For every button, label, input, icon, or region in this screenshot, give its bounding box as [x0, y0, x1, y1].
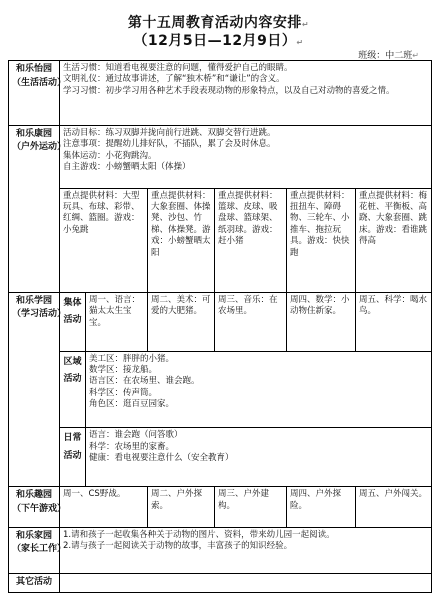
section-title: 其它活动 — [15, 577, 52, 588]
section-learning-label — [9, 292, 67, 486]
date-range — [0, 30, 437, 50]
area-line: 角色区：逛百豆园家。 — [89, 399, 175, 410]
outdoor-content — [60, 125, 432, 188]
section-subtitle: （下午游戏） — [12, 503, 67, 514]
section-subtitle: （学习活动） — [12, 309, 67, 320]
row-learning-daily — [9, 428, 432, 487]
daily-activity-content — [86, 428, 432, 487]
section-title: 和乐趣园 — [15, 490, 52, 501]
paragraph-mark: ↵ — [296, 38, 304, 47]
section-title: 和乐学园 — [15, 295, 52, 306]
class-label: 班级： — [358, 51, 386, 61]
area-line: 数学区：接龙船。 — [89, 364, 158, 375]
daily-activity-label: 日常活动 — [60, 428, 86, 487]
family-line: 1.请和孩子一起收集各种关于动物的图片、资料，带来幼儿园一起阅读。 — [63, 529, 335, 540]
group-activity-wed: 周三、音乐：在农场里。 — [215, 292, 287, 351]
document-title — [0, 12, 437, 32]
daily-line: 健康：看电视要注意什么（安全教育） — [89, 453, 234, 464]
group-activity-thu: 周四、数学：小动物住新家。 — [287, 292, 356, 351]
family-content — [60, 527, 432, 574]
outdoor-materials-mon: 重点提供材料：大型玩具、布球、彩带、红绸、篮圈。游戏：小兔跳 — [60, 188, 148, 292]
schedule-table — [8, 60, 432, 593]
outdoor-materials-thu: 重点提供材料：扭扭车、障碍物、三轮车、小推车、拖拉玩具。游戏：快快跑 — [287, 188, 356, 292]
afternoon-tue: 周二、户外探索。 — [148, 487, 215, 527]
row-afternoon — [9, 487, 432, 527]
life-line: 生活习惯：知道看电视要注意的问题，懂得爱护自己的眼睛。 — [63, 63, 293, 73]
outdoor-line: 自主游戏：小螃蟹晒太阳（体操） — [63, 162, 191, 173]
group-activity-label: 集体活动 — [60, 292, 86, 351]
area-activity-content — [86, 351, 432, 428]
title-text: 第十五周教育活动内容安排 — [127, 15, 302, 31]
life-line: 文明礼仪：通过故事讲述，了解“独木桥”和“谦让”的含义。 — [63, 74, 285, 85]
afternoon-mon: 周一、CS野战。 — [60, 487, 148, 527]
section-subtitle: （户外运动） — [12, 142, 67, 153]
row-learning-area — [9, 351, 432, 428]
life-line: 学习习惯：初步学习用各种艺术手段表现动物的形象特点，以及自己对动物的喜爱之情。 — [63, 85, 395, 96]
afternoon-wed: 周三、户外建构。 — [215, 487, 287, 527]
section-life-label — [9, 61, 67, 126]
group-activity-mon: 周一、语言：猫太太生宝宝。 — [86, 292, 148, 351]
section-title: 和乐怡园 — [15, 64, 52, 74]
family-line: 2.请与孩子一起阅读关于动物的故事，丰富孩子的知识经验。 — [63, 541, 293, 552]
outdoor-line: 活动目标：练习双脚并拢向前行进跳、双脚交替行进跳。 — [63, 127, 276, 138]
row-other — [9, 574, 432, 593]
group-activity-fri: 周五、科学：喝水鸟。 — [356, 292, 432, 351]
paragraph-mark: ↵ — [412, 51, 419, 60]
outdoor-materials-wed: 重点提供材料：篮球、皮球、吸盘球、篮球架、纸羽球。游戏：赶小猪 — [215, 188, 287, 292]
group-activity-tue: 周二、美术：可爱的大肥猪。 — [148, 292, 215, 351]
row-outdoor-top — [9, 125, 432, 188]
section-subtitle: （家长工作） — [12, 544, 67, 555]
row-family — [9, 527, 432, 574]
section-title: 和乐家园 — [15, 530, 52, 541]
life-content — [60, 61, 432, 126]
section-other-label — [9, 574, 60, 593]
class-name: 中二班 — [385, 51, 413, 61]
outdoor-line: 集体运动：小花狗跳沟。 — [63, 150, 157, 161]
afternoon-thu: 周四、户外探险。 — [287, 487, 356, 527]
area-line: 语言区：在农场里、谁会跑。 — [89, 376, 200, 387]
outdoor-line: 注意事项：提醒幼儿排好队，不插队，累了会及时休息。 — [63, 139, 276, 150]
outdoor-materials-tue: 重点提供材料：大象套圈、体操凳、沙包、竹梯、体操凳。游戏：小螃蟹晒太阳 — [148, 188, 215, 292]
section-outdoor-label — [9, 125, 67, 292]
afternoon-fri: 周五、户外闯关。 — [356, 487, 432, 527]
outdoor-materials-fri: 重点提供材料：梅花桩、平衡板、高跷、大象套圈、跳床。游戏：看谁跳得高 — [356, 188, 432, 292]
daily-line: 语言：谁会跑（问答歌） — [89, 430, 183, 441]
date-range-text: （12月5日—12月9日） — [133, 33, 297, 49]
section-family-label — [9, 527, 67, 574]
row-learning-group — [9, 292, 432, 351]
other-content — [60, 574, 432, 593]
section-subtitle: （生活活动） — [12, 77, 67, 88]
section-title: 和乐康园 — [15, 128, 52, 139]
paragraph-mark: ↵ — [301, 20, 310, 29]
area-line: 美工区：胖胖的小猪。 — [89, 353, 175, 364]
area-activity-label: 区域活动 — [60, 351, 86, 428]
row-outdoor-materials — [9, 188, 432, 292]
daily-line: 科学：农场里的家畜。 — [89, 441, 175, 452]
area-line: 科学区：传声筒。 — [89, 387, 158, 398]
section-afternoon-label — [9, 487, 67, 527]
row-life — [9, 61, 432, 126]
